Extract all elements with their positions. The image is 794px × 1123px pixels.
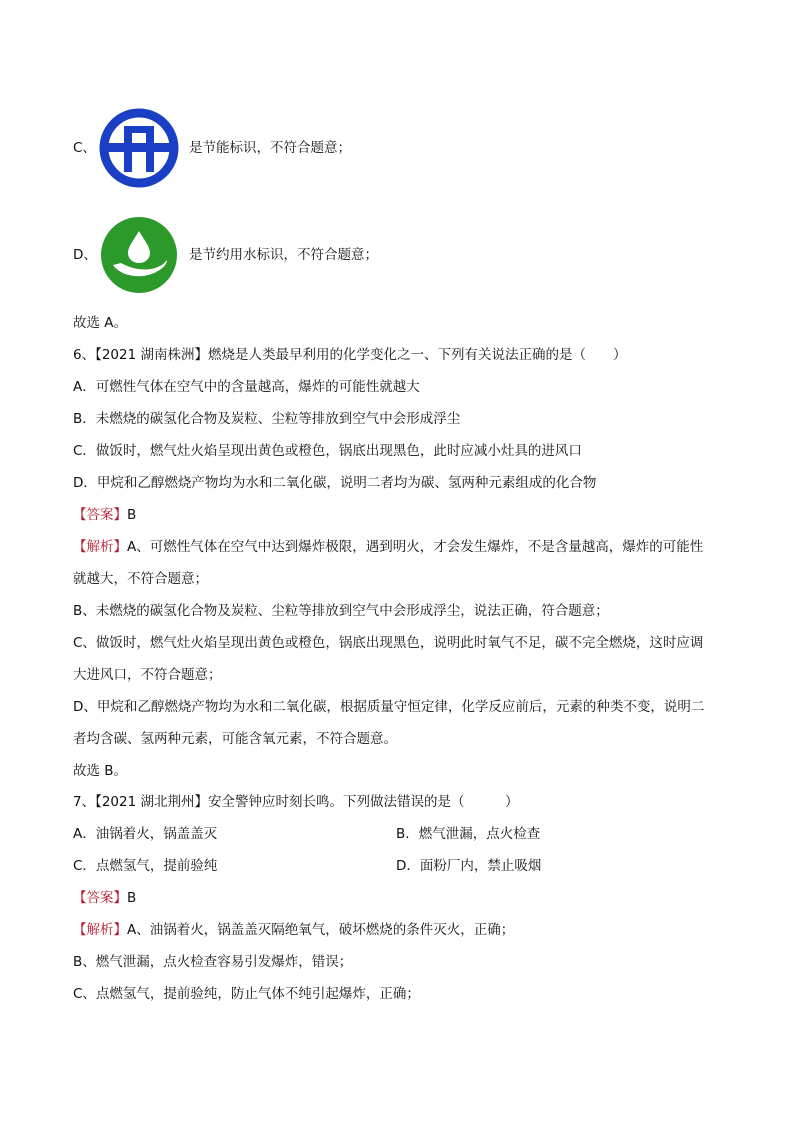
option-d-row: [73, 215, 378, 295]
q6-option-a: A．可燃性气体在空气中的含量越高，爆炸的可能性就越大: [73, 379, 420, 395]
q6-analysis-line-3: B、未燃烧的碳氢化合物及炭粒、尘粒等排放到空气中会形成浮尘，说法正确，符合题意；: [73, 603, 609, 619]
q7-answer-label: 【答案】: [73, 890, 127, 906]
q6-answer-label: 【答案】: [73, 507, 127, 523]
q6-answer: [73, 505, 136, 525]
q7-analysis-label: 【解析】: [73, 922, 127, 938]
option-d-letter: D、: [73, 247, 97, 263]
energy-saving-logo-icon: [99, 108, 179, 188]
q6-analysis-line-4: C、做饭时，燃气灶火焰呈现出黄色或橙色，锅底出现黑色，说明此时氧气不足，碳不完全燃烧，这时应调: [73, 635, 704, 651]
q6-analysis-label: 【解析】: [73, 539, 127, 555]
option-d-text: 是节约用水标识，不符合题意；: [189, 247, 378, 263]
water-saving-logo-icon: [99, 215, 179, 295]
q7-answer: [73, 888, 136, 908]
q6-option-c: C．做饭时，燃气灶火焰呈现出黄色或橙色，锅底出现黑色，此时应减小灶具的进风口: [73, 443, 582, 459]
option-c-text: 是节能标识，不符合题意；: [189, 140, 351, 156]
q7-option-d: D．面粉厂内，禁止吸烟: [396, 858, 542, 874]
q6-analysis-line-7: 者均含碳、氢两种元素，可能含氧元素，不符合题意。: [73, 731, 397, 747]
q7-analysis-line-1: [73, 920, 514, 940]
q6-analysis-line-6: D、甲烷和乙醇燃烧产物均为水和二氧化碳，根据质量守恒定律，化学反应前后，元素的种类不变，说明二: [73, 699, 705, 715]
q7-answer-value: B: [127, 890, 137, 906]
q6-option-b: B．未燃烧的碳氢化合物及炭粒、尘粒等排放到空气中会形成浮尘: [73, 411, 461, 427]
q6-analysis-line-5: 大进风口，不符合题意；: [73, 667, 222, 683]
q6-analysis-text-1: A、可燃性气体在空气中达到爆炸极限，遇到明火，才会发生爆炸，不是含量越高，爆炸的可能性: [127, 539, 704, 555]
option-c-letter: C、: [73, 140, 96, 156]
q6-analysis-line-2: 就越大，不符合题意；: [73, 571, 208, 587]
q6-conclusion: 故选 B。: [73, 763, 128, 779]
q7-analysis-line-3: C、点燃氢气，提前验纯，防止气体不纯引起爆炸，正确；: [73, 986, 420, 1002]
q7-option-a: A．油锅着火，锅盖盖灭: [73, 826, 218, 842]
q7-analysis-text-1: A、油锅着火，锅盖盖灭隔绝氧气，破坏燃烧的条件灭火，正确；: [127, 922, 515, 938]
q6-analysis-line-1: [73, 537, 703, 557]
q6-answer-value: B: [127, 507, 137, 523]
option-c-row: [73, 108, 351, 188]
q7-stem: 7、【2021 湖北荆州】安全警钟应时刻长鸣。下列做法错误的是（ ）: [73, 794, 519, 810]
q6-option-d: D．甲烷和乙醇燃烧产物均为水和二氧化碳，说明二者均为碳、氢两种元素组成的化合物: [73, 475, 597, 491]
q6-stem: 6、【2021 湖南株洲】燃烧是人类最早利用的化学变化之一、下列有关说法正确的是（ ）: [73, 347, 627, 363]
q7-analysis-line-2: B、燃气泄漏，点火检查容易引发爆炸，错误；: [73, 954, 353, 970]
previous-conclusion: 故选 A。: [73, 315, 128, 331]
q7-option-b: B．燃气泄漏，点火检查: [396, 826, 541, 842]
q7-option-c: C．点燃氢气，提前验纯: [73, 858, 218, 874]
